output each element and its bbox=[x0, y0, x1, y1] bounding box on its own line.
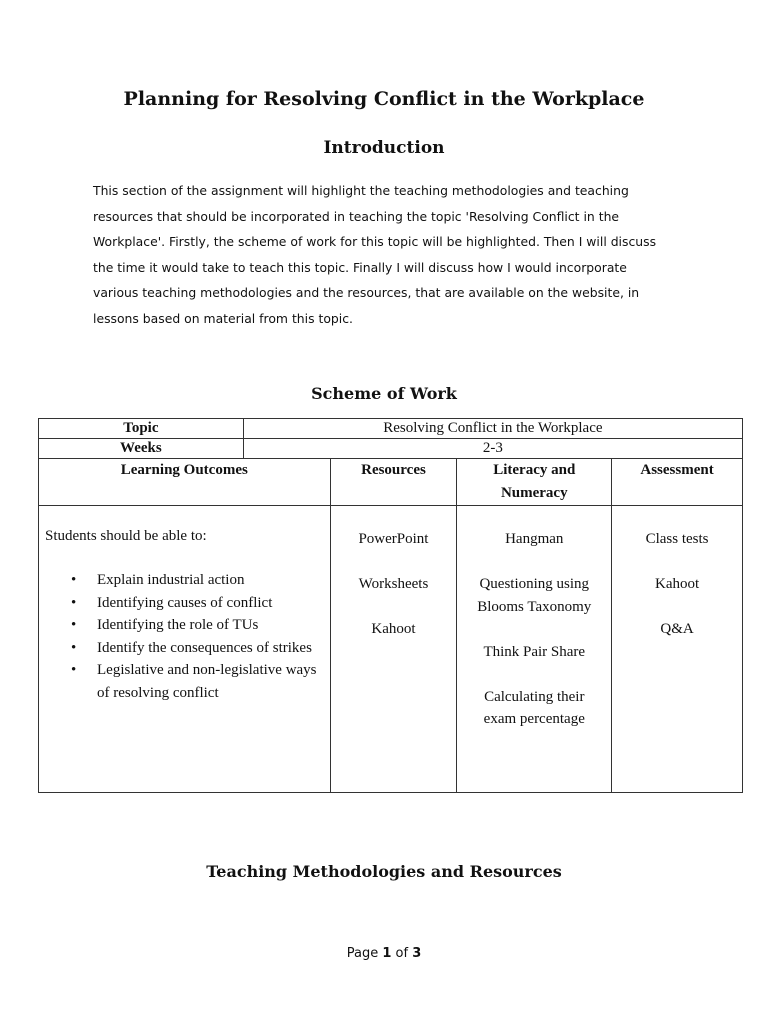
table-header-row bbox=[39, 459, 743, 506]
literacy-item: Calculating their bbox=[484, 688, 585, 705]
list-item: • Explain industrial action bbox=[97, 569, 326, 592]
footer-current-page: 1 bbox=[382, 946, 392, 961]
introduction-paragraph bbox=[93, 178, 683, 332]
weeks-label: Weeks bbox=[39, 439, 244, 459]
header-resources: Resources bbox=[330, 459, 457, 506]
list-item: • Identify the consequences of strikes bbox=[97, 637, 326, 660]
learning-outcomes-intro: Students should be able to: bbox=[45, 528, 207, 544]
list-item: • Legislative and non-legislative ways of resolving conflict bbox=[97, 659, 326, 704]
footer-total-pages: 3 bbox=[412, 946, 422, 961]
topic-label: Topic bbox=[39, 419, 244, 439]
intro-line: resources that should be incorporated in teaching the topic 'Resolving Conflict in the bbox=[93, 208, 620, 224]
document-title: Planning for Resolving Conflict in the Workplace bbox=[123, 88, 645, 110]
header-learning-outcomes: Learning Outcomes bbox=[39, 459, 331, 506]
intro-line: Workplace'. Firstly, the scheme of work for this topic will be highlighted. Then I will discuss bbox=[93, 234, 657, 250]
topic-value: Resolving Conflict in the Workplace bbox=[243, 419, 742, 439]
footer-page-word: Page bbox=[346, 946, 379, 961]
resource-item: Worksheets bbox=[358, 576, 429, 592]
teaching-methodologies-heading: Teaching Methodologies and Resources bbox=[206, 862, 562, 881]
literacy-item: Hangman bbox=[505, 531, 564, 547]
table-row-topic bbox=[39, 419, 743, 439]
header-assessment: Assessment bbox=[612, 459, 743, 506]
scheme-of-work-heading: Scheme of Work bbox=[311, 384, 457, 403]
scheme-of-work-table bbox=[38, 418, 743, 793]
assessment-cell bbox=[612, 506, 743, 793]
assessment-item: Class tests bbox=[645, 531, 709, 547]
footer-of-word: of bbox=[395, 946, 409, 961]
header-literacy-numeracy bbox=[457, 459, 612, 506]
header-literacy-line2: Numeracy bbox=[500, 485, 568, 501]
intro-line: the time it would take to teach this topic. Finally I will discuss how I would incorporate bbox=[93, 259, 627, 275]
resource-item: PowerPoint bbox=[358, 531, 429, 547]
literacy-item: exam percentage bbox=[483, 711, 585, 727]
intro-line: This section of the assignment will highlight the teaching methodologies and teaching bbox=[93, 183, 629, 198]
header-literacy-line1: Literacy and bbox=[493, 462, 576, 478]
table-content-row bbox=[39, 506, 743, 793]
learning-outcomes-list bbox=[45, 569, 326, 704]
assessment-item: Q&A bbox=[660, 621, 694, 637]
list-item: • Identifying causes of conflict bbox=[97, 592, 326, 615]
assessment-item: Kahoot bbox=[654, 576, 700, 592]
literacy-item: Questioning using bbox=[479, 576, 590, 592]
learning-outcomes-cell bbox=[39, 506, 331, 793]
weeks-value: 2-3 bbox=[243, 439, 742, 459]
introduction-heading: Introduction bbox=[323, 138, 445, 158]
intro-line: various teaching methodologies and the resources, that are available on the website, in bbox=[93, 285, 640, 301]
literacy-item: Think Pair Share bbox=[483, 643, 586, 660]
resource-item: Kahoot bbox=[371, 621, 416, 637]
intro-line: lessons based on material from this topic. bbox=[93, 310, 353, 326]
page-footer bbox=[0, 946, 768, 961]
resources-cell bbox=[330, 506, 457, 793]
literacy-numeracy-cell bbox=[457, 506, 612, 793]
list-item: • Identifying the role of TUs bbox=[97, 614, 326, 637]
literacy-item: Blooms Taxonomy bbox=[477, 598, 592, 615]
table-row-weeks bbox=[39, 439, 743, 459]
